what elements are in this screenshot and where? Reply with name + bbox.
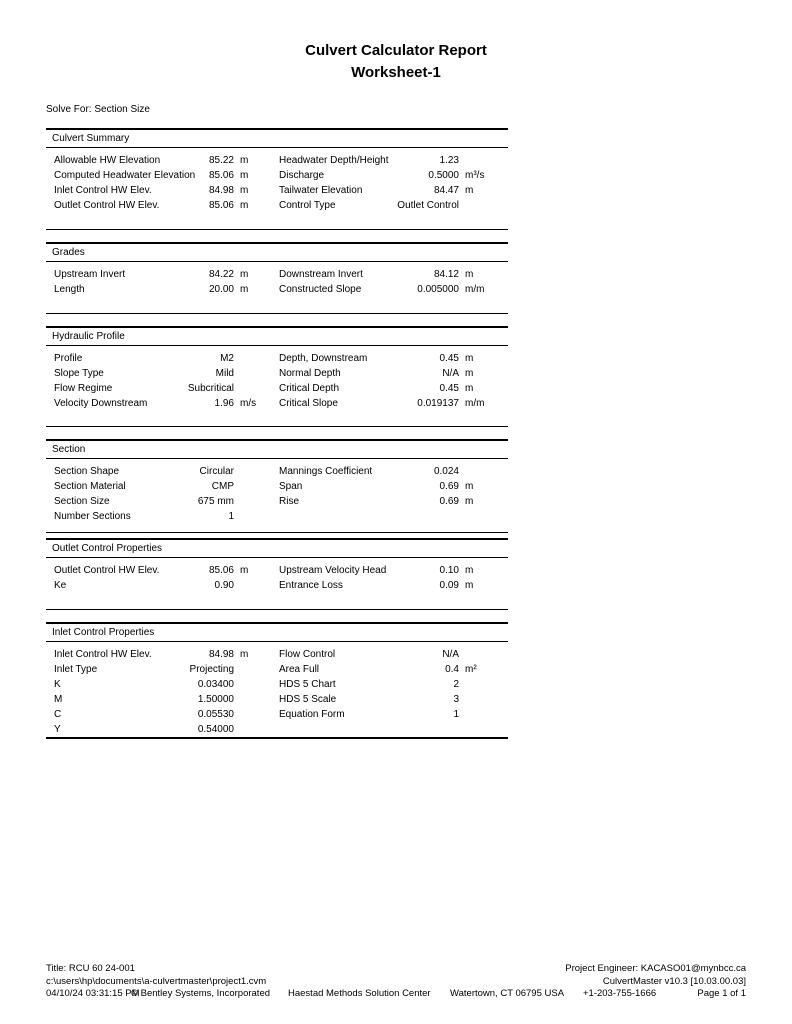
property-label-right: Entrance Loss [279, 580, 343, 591]
property-unit-left: m [240, 284, 249, 295]
property-value-right: 84.47 [433, 185, 459, 196]
property-value-right: 0.4 [445, 664, 459, 675]
property-value-left: 0.54000 [197, 724, 234, 735]
footer-engineer: Project Engineer: KACASO01@mynbcc.ca [565, 963, 746, 974]
property-label-right: Area Full [279, 664, 320, 675]
report-title: Culvert Calculator Report [305, 42, 487, 59]
property-unit-right: m [465, 383, 474, 394]
property-label-right: Critical Slope [279, 398, 338, 409]
section-outlet-control-properties [46, 538, 508, 610]
property-value-left: Projecting [189, 664, 234, 675]
property-row [46, 692, 508, 707]
property-value-right: 2 [453, 679, 459, 690]
property-label-left: Velocity Downstream [54, 398, 148, 409]
property-unit-right: m [465, 496, 474, 507]
property-unit-right: m [465, 269, 474, 280]
property-row [46, 366, 508, 381]
property-unit-left: m [240, 269, 249, 280]
property-label-left: Computed Headwater Elevation [54, 170, 196, 181]
section-divider [46, 524, 508, 533]
property-label-right: Constructed Slope [279, 284, 362, 295]
section-rows [46, 558, 508, 593]
property-value-left: 85.06 [208, 565, 234, 576]
solve-for-label: Solve For: Section Size [46, 104, 150, 115]
property-label-left: K [54, 679, 61, 690]
property-unit-right: m [465, 481, 474, 492]
section-culvert-summary [46, 128, 508, 230]
property-label-right: Tailwater Elevation [279, 185, 363, 196]
property-value-left: 85.06 [208, 170, 234, 181]
footer-phone: +1-203-755-1666 [583, 988, 657, 999]
section-rows [46, 262, 508, 297]
property-row [46, 381, 508, 396]
property-label-right: Discharge [279, 170, 325, 181]
property-row [46, 677, 508, 692]
property-label-right: Equation Form [279, 709, 345, 720]
footer-timestamp: 04/10/24 03:31:15 PM [46, 988, 140, 999]
section-hydraulic-profile [46, 326, 508, 427]
footer-center: Haestad Methods Solution Center [288, 988, 431, 999]
property-value-left: 85.06 [208, 200, 234, 211]
property-label-right: HDS 5 Scale [279, 694, 337, 705]
property-value-right: N/A [442, 649, 459, 660]
property-unit-right: m³/s [465, 170, 485, 181]
property-value-left: 0.05530 [197, 709, 234, 720]
section-grades [46, 242, 508, 314]
property-row [46, 578, 508, 593]
property-label-left: Ke [54, 580, 67, 591]
property-value-right: 0.45 [439, 353, 459, 364]
property-row [46, 351, 508, 366]
section-divider [46, 411, 508, 427]
property-row [46, 662, 508, 677]
section-header: Culvert Summary [46, 130, 508, 148]
property-row [46, 267, 508, 282]
property-label-left: Section Material [54, 481, 126, 492]
property-label-right: Span [279, 481, 303, 492]
footer-software: CulvertMaster v10.3 [10.03.00.03] [602, 976, 746, 987]
section-rows [46, 459, 508, 524]
report-subtitle: Worksheet-1 [351, 64, 441, 81]
property-row [46, 183, 508, 198]
property-label-right: Rise [279, 496, 300, 507]
property-row [46, 396, 508, 411]
property-label-left: Outlet Control HW Elev. [54, 200, 160, 211]
footer-path: c:\users\hp\documents\a-culvertmaster\project1.cvm [46, 976, 267, 987]
property-value-left: 85.22 [208, 155, 234, 166]
section-rows [46, 148, 508, 213]
section-section [46, 439, 508, 533]
property-value-right: 0.024 [433, 466, 459, 477]
property-row [46, 153, 508, 168]
property-value-right: Outlet Control [397, 200, 459, 211]
property-label-left: Y [54, 724, 61, 735]
property-value-right: 0.69 [439, 481, 459, 492]
property-value-right: 1 [453, 709, 459, 720]
property-row [46, 509, 508, 524]
property-value-left: 20.00 [208, 284, 234, 295]
section-divider [46, 213, 508, 230]
property-value-left: 84.22 [208, 269, 234, 280]
property-label-left: Upstream Invert [54, 269, 126, 280]
property-label-right: Upstream Velocity Head [279, 565, 387, 576]
property-unit-left: m [240, 155, 249, 166]
property-row [46, 282, 508, 297]
property-value-left: 84.98 [208, 185, 234, 196]
property-value-left: Mild [215, 368, 234, 379]
property-label-left: M [54, 694, 63, 705]
property-value-left: M2 [220, 353, 234, 364]
section-header: Inlet Control Properties [46, 624, 508, 642]
footer-company: © Bentley Systems, Incorporated [131, 988, 271, 999]
property-value-right: 0.45 [439, 383, 459, 394]
property-value-left: Subcritical [187, 383, 234, 394]
property-row [46, 198, 508, 213]
property-label-right: Mannings Coefficient [279, 466, 373, 477]
property-value-left: 0.90 [214, 580, 234, 591]
property-unit-right: m [465, 353, 474, 364]
property-value-right: 3 [453, 694, 459, 705]
property-label-right: Normal Depth [279, 368, 341, 379]
property-label-right: Control Type [279, 200, 336, 211]
property-label-left: Section Size [54, 496, 110, 507]
property-row [46, 479, 508, 494]
property-label-right: Downstream Invert [279, 269, 363, 280]
section-header: Outlet Control Properties [46, 540, 508, 558]
property-unit-left: m [240, 185, 249, 196]
property-value-left: 84.98 [208, 649, 234, 660]
property-row [46, 707, 508, 722]
section-rows [46, 642, 508, 737]
property-unit-left: m [240, 200, 249, 211]
property-row [46, 494, 508, 509]
property-row [46, 168, 508, 183]
property-unit-left: m [240, 649, 249, 660]
property-row [46, 647, 508, 662]
property-value-right: 84.12 [433, 269, 459, 280]
property-unit-right: m [465, 580, 474, 591]
property-value-right: 1.23 [439, 155, 459, 166]
property-value-left: Circular [199, 466, 234, 477]
property-unit-right: m/m [465, 398, 485, 409]
property-row [46, 722, 508, 737]
property-label-right: Critical Depth [279, 383, 340, 394]
section-divider [46, 297, 508, 314]
property-value-left: 0.03400 [197, 679, 234, 690]
property-label-left: Outlet Control HW Elev. [54, 565, 160, 576]
section-header: Grades [46, 244, 508, 262]
footer-location: Watertown, CT 06795 USA [450, 988, 565, 999]
property-label-left: C [54, 709, 62, 720]
property-unit-right: m² [465, 664, 477, 675]
property-value-right: 0.09 [439, 580, 459, 591]
property-label-right: Flow Control [279, 649, 336, 660]
footer-title: Title: RCU 60 24-001 [46, 963, 135, 974]
property-unit-left: m [240, 170, 249, 181]
property-value-right: 0.019137 [417, 398, 459, 409]
property-value-right: 0.10 [439, 565, 459, 576]
property-label-left: Inlet Type [54, 664, 98, 675]
property-row [46, 464, 508, 479]
property-label-right: HDS 5 Chart [279, 679, 336, 690]
property-value-left: 675 mm [197, 496, 234, 507]
property-value-left: 1.96 [214, 398, 234, 409]
property-label-left: Inlet Control HW Elev. [54, 185, 152, 196]
footer-page: Page 1 of 1 [697, 988, 746, 999]
property-value-right: 0.69 [439, 496, 459, 507]
property-value-right: 0.005000 [417, 284, 459, 295]
section-divider [46, 593, 508, 610]
property-label-left: Allowable HW Elevation [54, 155, 161, 166]
property-unit-right: m [465, 368, 474, 379]
section-header: Hydraulic Profile [46, 328, 508, 346]
section-header: Section [46, 441, 508, 459]
property-unit-right: m [465, 565, 474, 576]
property-label-left: Flow Regime [54, 383, 113, 394]
property-label-right: Depth, Downstream [279, 353, 368, 364]
property-value-left: 1.50000 [197, 694, 234, 705]
property-value-right: N/A [442, 368, 459, 379]
property-unit-left: m [240, 565, 249, 576]
property-value-left: 1 [228, 511, 234, 522]
property-label-left: Inlet Control HW Elev. [54, 649, 152, 660]
property-unit-right: m [465, 185, 474, 196]
property-value-left: CMP [211, 481, 234, 492]
property-label-left: Number Sections [54, 511, 131, 522]
property-label-left: Length [54, 284, 85, 295]
property-label-left: Profile [54, 353, 83, 364]
property-label-left: Slope Type [54, 368, 104, 379]
property-label-right: Headwater Depth/Height [279, 155, 389, 166]
property-unit-left: m/s [240, 398, 257, 409]
property-row [46, 563, 508, 578]
property-value-right: 0.5000 [428, 170, 459, 181]
section-inlet-control-properties [46, 622, 508, 739]
property-unit-right: m/m [465, 284, 485, 295]
section-rows [46, 346, 508, 411]
property-label-left: Section Shape [54, 466, 120, 477]
